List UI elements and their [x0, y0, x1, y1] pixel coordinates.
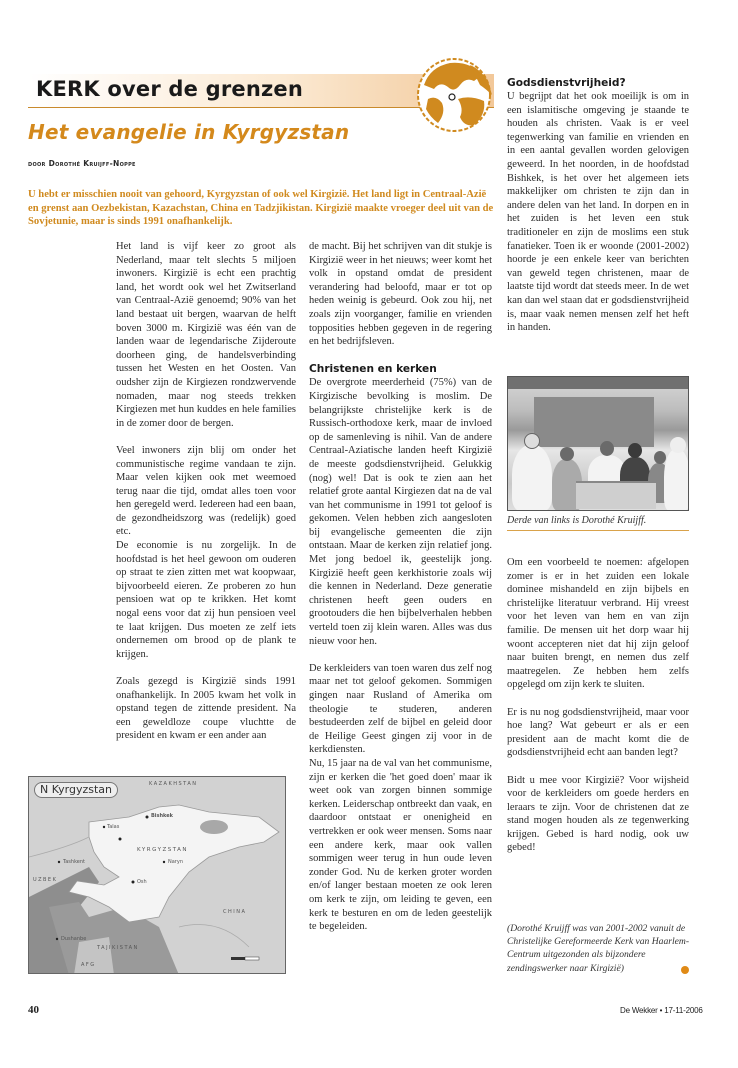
author-note: (Dorothé Kruijff was van 2001-2002 vanuit de Christelijke Gereformeerde Kerk van Haarlem-Centrum uitgezonden als bijzondere zendingswerker naar Kirgizië) [507, 923, 690, 974]
photo-caption: Derde van links is Dorothé Kruijff. [507, 514, 689, 531]
kyrgyzstan-map [28, 776, 286, 974]
byline: door Dorothé Kruijff-Noppe [28, 159, 136, 168]
map-city: Dushanbe [61, 936, 87, 942]
article-headline: Het evangelie in Kyrgyzstan [28, 120, 350, 144]
paragraph: De overgrote meerderheid (75%) van de Kirgizische bevolking is moslim. De belangrijkste christelijke kerk is de Russisch-orthodoxe kerk, maar de invloed op de samenleving is nihil. Van de andere Centraal-Aziatische landen heeft Kirgizië de meeste godsdienstvrijheid. Gelukkig (nog) wel! Dat is ook te zien aan het relatief grote aantal Kirgiezen dat na de val van het communisme in 1991 tot geloof is gekomen. Velen hebben zich aangesloten bij evangelische gemeenten die zijn ontstaan. Maar de kerken zijn relatief jong. Met jong bedoel ik, geestelijk jong. Kirgizië heeft geen kerkhistorie zoals wij die kennen in Nederland. Deze generatie christenen heeft geen ouders en grootouders die hen bijbelverhalen hebben verteld toen zij klein waren. Alles was dus nieuw voor hen. [309, 377, 492, 647]
paragraph: Nu, 15 jaar na de val van het communisme, zijn er kerken die 'het goed doen' maar ik weet ook van zorgen binnen sommige kerken. Leiderschap ontbreekt dan vaak, en daardoor ontstaat er onenigheid en vertrekken er ook weer mensen. Soms naar een andere kerk, maar ook vallen sommigen weer terug in hun oude leven zonder God. Nu de kerken groter worden en/of langer bestaan moeten ze ook leren om kerk te zijn, om leiding te geven, een kerk te besturen en om de leden geestelijk te begeleiden. [309, 757, 492, 933]
map-label: TAJIKISTAN [97, 945, 139, 951]
end-mark-icon [681, 966, 689, 974]
map-label: KAZAKHSTAN [149, 781, 198, 787]
subheading: Godsdienstvrijheid? [507, 77, 626, 89]
subheading: Christenen en kerken [309, 363, 437, 376]
paragraph: U begrijpt dat het ook moeilijk is om in een islamitische omgeving je staande te houden als christen. Vaak is er veel tegenwerking van familie en vrienden en in een aantal gevallen worden gelovigen geweerd. In het noorden, in de hoofdstad Bishkek, is het over het algemeen iets makkelijker om christen te zijn dan in andere delen van het land. In dorpen en in het zuiden is het leven een stuk traditioneler en zijn de moslims een stuk fanatieker. Toen ik er woonde (2001-2002) hoorde je een enkele keer van berichten van geweld tegen christenen, maar de laatste tijd wordt dat steeds meer. In de wet kan dan wel staan dat er godsdienstvrijheid is, maar vaak nemen mensen zelf het heft in handen. [507, 91, 689, 334]
paragraph: De economie is nu zorgelijk. In de hoofdstad is het heel gewoon om ouderen op straat te zien zitten met wat koopwaar, bijvoorbeeld eieren. Ze proberen zo hun pensioen wat op te krikken. Het komt nogal eens voor dat zij hun pensioen veel te laat krijgen. Dus moeten ze zelf iets ondernemen om brood op de plank te krijgen. [116, 540, 296, 660]
map-city: Naryn [168, 859, 183, 865]
paragraph: Het land is vijf keer zo groot als Nederland, maar telt slechts 5 miljoen inwoners. Kirgizië is echt een prachtig land, het wordt ook wel het Zwitserland van Centraal-Azië genoemd; 90% van het land bestaat uit bergen, waarvan de helft boven 3000 m. Kirgizië was één van de landen waar de legendarische Zijderoute doorheen ging, de handelsverbinding tussen het Westen en het Oosten. Van oudsher zijn de Kirgiezen rondzwervende nomaden, maar nog steeds trekken Kirgiezen met hun kuddes en hele families in de zomer door de bergen. [116, 241, 296, 429]
map-city: Tashkent [63, 859, 85, 865]
map-label: CHINA [223, 909, 247, 915]
column-2 [309, 240, 492, 947]
map-label: AFG [81, 962, 96, 968]
map-label: UZBEK [33, 877, 58, 883]
map-graphic [29, 777, 286, 974]
column-3-continued [507, 556, 689, 869]
paragraph: Er is nu nog godsdienstvrijheid, maar voor hoe lang? Wat gebeurt er als er een president aan de macht komt die de godsdienstvrijheid echt aan banden legt? [507, 706, 689, 759]
map-city: Osh [137, 879, 147, 885]
map-title: N Kyrgyzstan [34, 782, 118, 798]
group-photo [507, 376, 689, 511]
map-city: Talas [107, 824, 120, 830]
map-label: KYRGYZSTAN [137, 847, 189, 853]
map-city: Bishkek [151, 813, 173, 819]
paragraph: Zoals gezegd is Kirgizië sinds 1991 onafhankelijk. In 2005 kwam het volk in opstand tegen de zittende president. Na een geweldloze coupe vluchtte de president en kwam er een ander aan [116, 676, 296, 742]
globe-icon [410, 55, 498, 135]
paragraph: Bidt u mee voor Kirgizië? Voor wijsheid voor de kerkleiders om goede herders en leraars te zijn. Voor de christenen dat ze stand mogen houden als ze tegenwerking krijgen. Gebed is hard nodig, ook uw gebed! [507, 774, 689, 854]
paragraph: Veel inwoners zijn blij om onder het communistische regime vandaan te zijn. Maar velen kijken ook met weemoed terug naar die tijd, omdat alles toen voor hen geregeld werd. Iedereen had een baan, de gezondheidszorg was (redelijk) goed etc. [116, 444, 296, 538]
paragraph: de macht. Bij het schrijven van dit stukje is Kirgizië weer in het nieuws; weer komt het volk in opstand omdat de president verandering had beloofd, maar er tot op heden weinig is gebeurd. Ook zou hij, net zoals zijn voorganger, familie en vrienden topposities hebben gegeven in de regering en het bedrijfsleven. [309, 241, 492, 348]
column-3 [507, 76, 689, 348]
paragraph: De kerkleiders van toen waren dus zelf nog maar net tot geloof gekomen. Sommigen gingen naar Rusland of Amerika om theologie te studeren, anderen bestudeerden zelf de bijbel en geleid door de Heilige Geest gingen zij voor in de kerkdiensten. [309, 662, 492, 756]
publication-footer: De Wekker • 17-11-2006 [620, 1006, 703, 1015]
photo-figure [507, 376, 689, 531]
section-title: KERK over de grenzen [36, 77, 303, 101]
paragraph: Om een voorbeeld te noemen: afgelopen zomer is er in het zuiden een lokale dominee mishandeld en zijn bijbels en christelijke literatuur verbrand. Hij vreest voor het leven van hem en van zijn familie. De mensen uit het dorp waar hij woont accepteren niet dat hij zijn geloof naar buiten brengt, en nemen dus zelf maatregelen. Ze hebben hem zelfs opgelegd om zijn kerk te sluiten. [507, 557, 689, 691]
lead-paragraph: U hebt er misschien nooit van gehoord, Kyrgyzstan of ook wel Kirgizië. Het land ligt in Centraal-Azië en grenst aan Oezbekistan, Kazachstan, China en Tadzjikistan. Kirgizië maakte vroeger deel uit van de Sovjetunie, maar is sinds 1991 onafhankelijk. [28, 189, 494, 227]
page-number: 40 [28, 1004, 39, 1016]
column-1 [116, 240, 296, 757]
